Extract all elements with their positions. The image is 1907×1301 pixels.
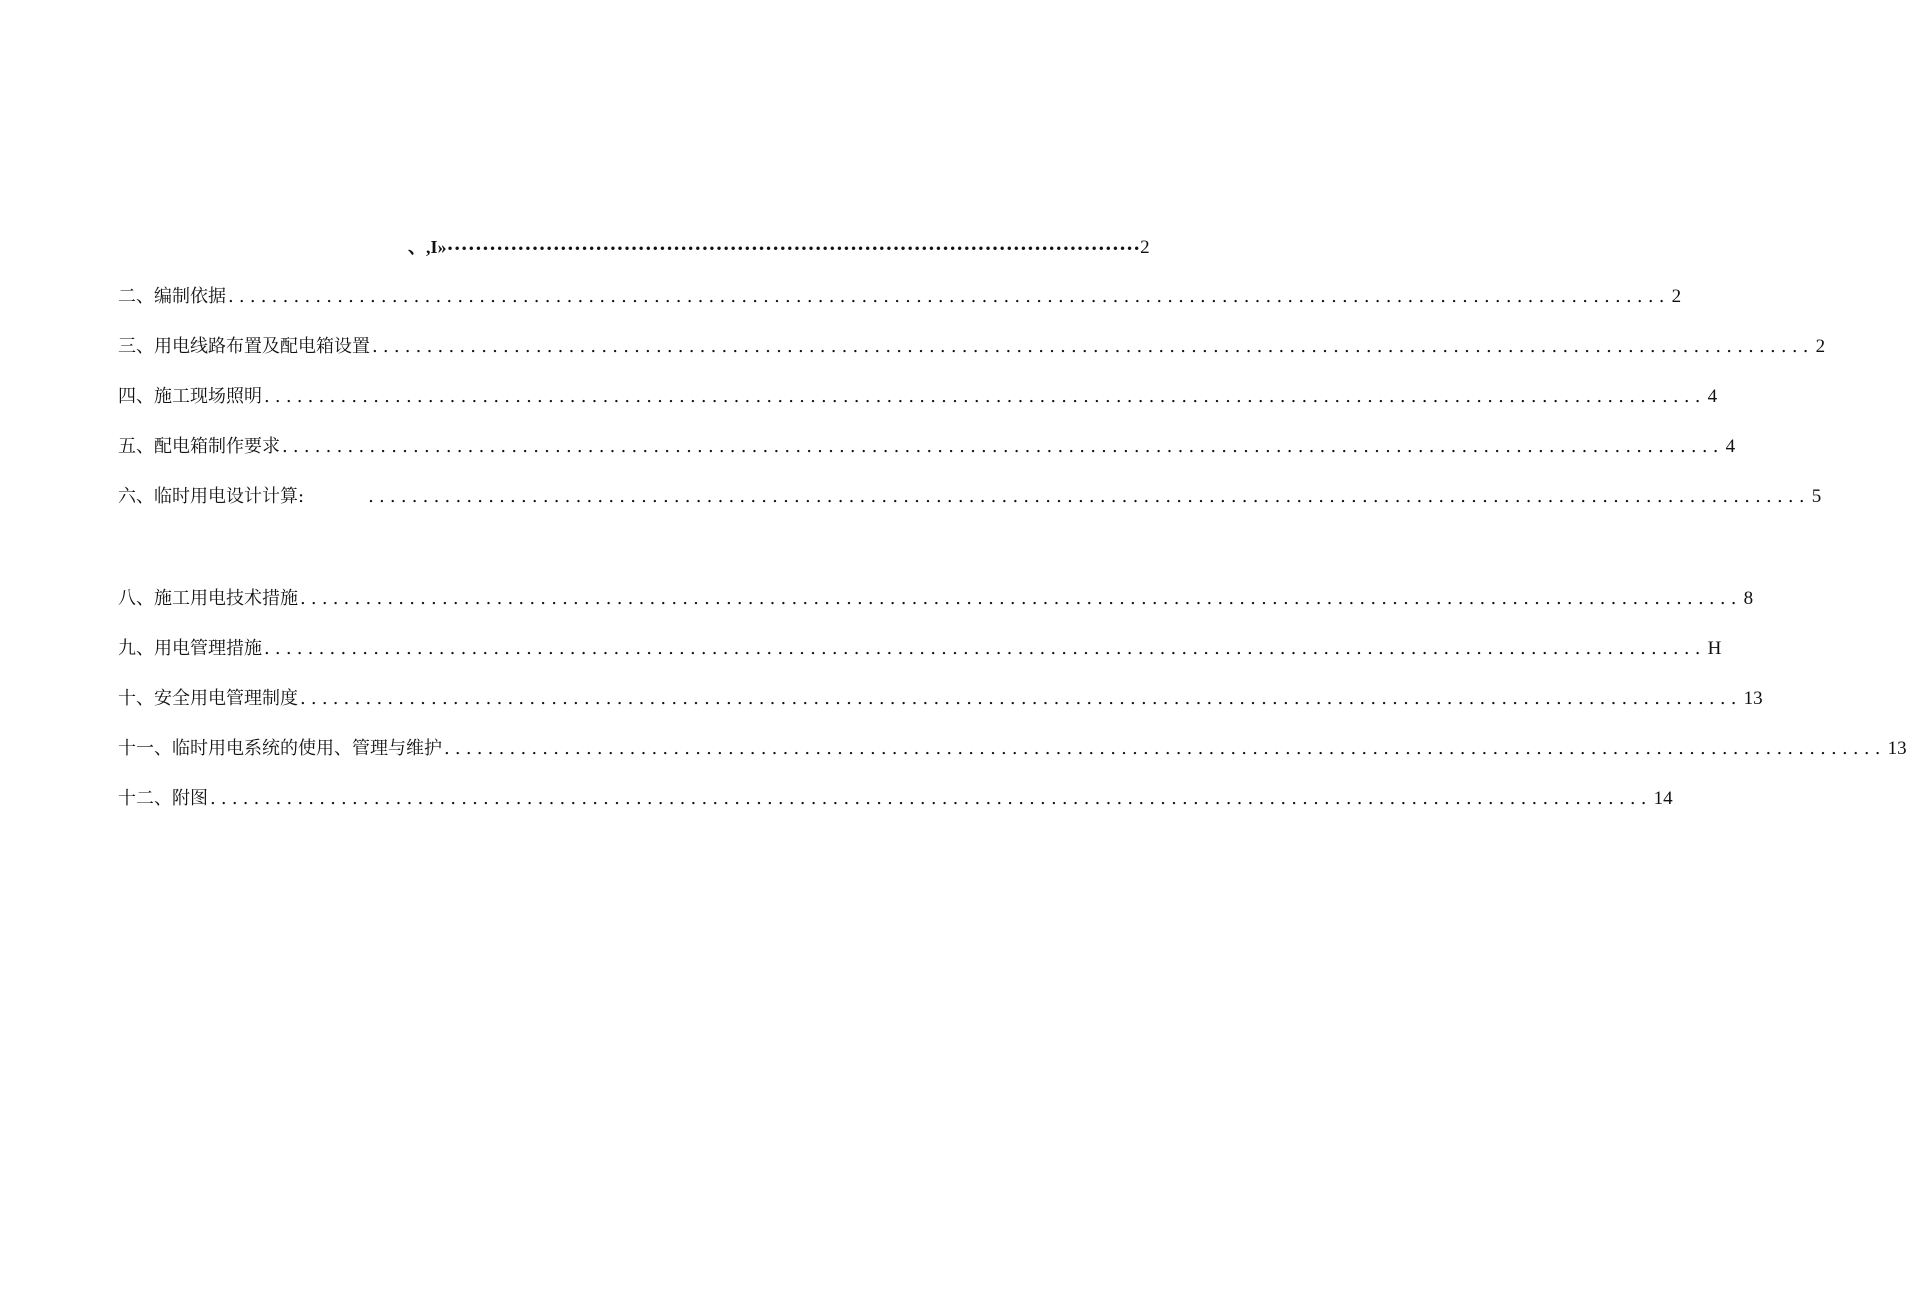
toc-entry-9[interactable]: [118, 674, 1763, 724]
toc-entry-7[interactable]: [118, 574, 1754, 624]
toc-entry-11[interactable]: [118, 774, 1673, 824]
toc-entry-8[interactable]: [118, 624, 1722, 674]
toc-entry-3[interactable]: [118, 322, 1826, 372]
toc-leader-dots: ....................................................................................................................................: [210, 788, 1652, 809]
toc-leader-dots: ....................................................................................................................................: [282, 436, 1724, 457]
toc-page-number: 2: [1140, 237, 1150, 258]
toc-leader-dots: ....................................................................................................................................: [264, 638, 1706, 659]
toc-entry-label: 十一、临时用电系统的使用、管理与维护: [118, 738, 442, 759]
toc-entry-label: 、,I»: [408, 237, 447, 257]
toc-entry-4[interactable]: [118, 372, 1718, 422]
toc-leader-dots: ....................................................................................................................................: [444, 738, 1886, 759]
toc-entry-label: 十、安全用电管理制度: [118, 688, 298, 709]
toc-entry-label: 六、临时用电设计计算:: [118, 486, 305, 507]
toc-leader-dots: ....................................................................................................................................: [300, 588, 1742, 609]
toc-entry-label: 十二、附图: [118, 788, 208, 809]
toc-leader-dots: ....................................................................................................................................: [228, 286, 1670, 307]
toc-entry-6[interactable]: [118, 472, 1822, 522]
toc-leader-dots: ....................................................................................................................................: [264, 386, 1706, 407]
toc-page-number: 4: [1707, 386, 1718, 407]
toc-entry-label: 八、施工用电技术措施: [118, 588, 298, 609]
toc-page-number: 14: [1653, 788, 1673, 809]
toc-leader-dots: ....................................................................................................................................: [300, 688, 1742, 709]
toc-page-number: 13: [1887, 738, 1907, 759]
toc-entry-label: 九、用电管理措施: [118, 638, 262, 659]
toc-entry-10[interactable]: [118, 724, 1907, 774]
toc-leader-dots: ••••••••••••••••••••••••••••••••••••••••••••••••••••••••••••••••••••••••••••••••••••••••••••••••••: [446, 242, 1141, 256]
toc-entry-label: 四、施工现场照明: [118, 386, 262, 407]
toc-page-number: 8: [1743, 588, 1754, 609]
toc-page-number: 2: [1815, 336, 1826, 357]
toc-leader-dots: ....................................................................................................................................: [372, 336, 1814, 357]
toc-entry-label: 二、编制依据: [118, 286, 226, 307]
toc-entry-label: 五、配电箱制作要求: [118, 436, 280, 457]
toc-page-number: 2: [1671, 286, 1682, 307]
table-of-contents: [118, 222, 1907, 824]
toc-entry-5[interactable]: [118, 422, 1736, 472]
toc-entry-1[interactable]: [118, 222, 1150, 272]
toc-entry-2[interactable]: [118, 272, 1682, 322]
toc-page-number: 13: [1743, 688, 1763, 709]
toc-leader-dots: ....................................................................................................................................: [368, 486, 1810, 507]
toc-page-number: 4: [1725, 436, 1736, 457]
toc-page-number: H: [1707, 638, 1722, 659]
toc-entry-label: 三、用电线路布置及配电箱设置: [118, 336, 370, 357]
toc-page-number: 5: [1811, 486, 1822, 507]
